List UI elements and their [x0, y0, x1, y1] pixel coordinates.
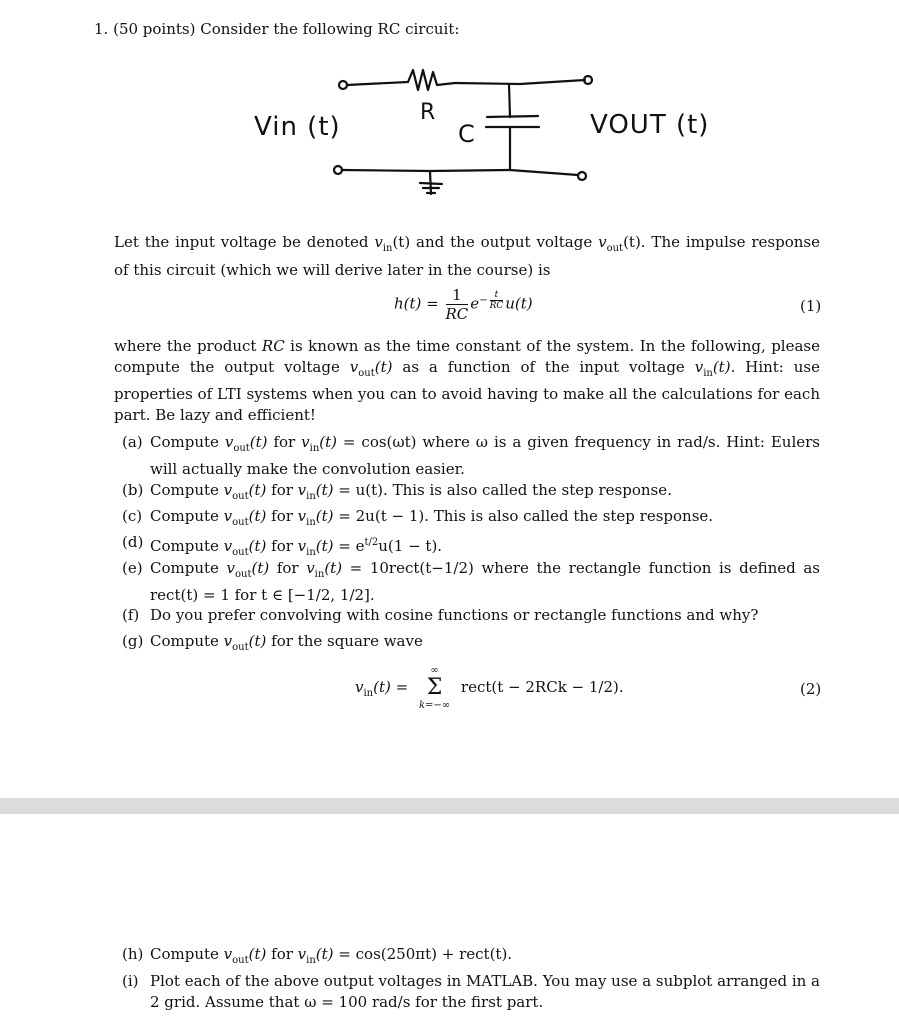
item-g: Compute $v_{out}(t)$ for the square wave	[150, 632, 423, 653]
item-f: Do you prefer convolving with cosine functions or rectangle functions and why?	[150, 606, 759, 624]
vin-label: Vin (t)	[254, 112, 341, 142]
equation-1: h(t) = $\frac{1}{RC}$ $e^{- \frac{t}{RC}}$ u(t)	[394, 286, 533, 323]
item-a: Compute $v_{out}(t)$ for $v_{in}(t) = \cos(\omega t)$ where ω is a given frequency in rad/s. Hint: Eulers will actually make the convolution easier.	[150, 433, 820, 478]
item-f-label: (f)	[122, 606, 140, 624]
input-terminal-top	[339, 81, 347, 89]
equation-2: $v_{in}(t)$ = ∞ Σ k=−∞ rect(t − 2RCk − 1/2).	[355, 665, 624, 711]
top-wire	[455, 80, 585, 84]
resistor-label: R	[420, 100, 437, 125]
rc-circuit-diagram	[0, 0, 899, 230]
item-b: Compute $v_{out}(t)$ for $v_{in}(t) = u(t)$. This is also called the step response.	[150, 481, 672, 502]
capacitor-lead-top	[509, 84, 510, 117]
item-h-label: (h)	[122, 945, 144, 963]
item-i: Plot each of the above output voltages in MATLAB. You may use a subplot arranged in a 2 grid. Assume that ω = 100 rad/s for the first part.	[150, 972, 820, 1011]
bottom-wire	[342, 170, 578, 175]
input-terminal-bottom	[334, 166, 342, 174]
resistor-zigzag	[347, 70, 455, 90]
equation-1-number: (1)	[800, 297, 822, 315]
item-b-label: (b)	[122, 481, 144, 499]
vout-label: VOUT (t)	[590, 110, 710, 140]
item-d-label: (d)	[122, 533, 144, 551]
item-c: Compute $v_{out}(t)$ for $v_{in}(t) = 2u(t - 1)$. This is also called the step response.	[150, 507, 714, 528]
item-g-label: (g)	[122, 632, 144, 650]
item-d: Compute $v_{out}(t)$ for $v_{in}(t) = e^{t/2}u(1 - t)$.	[150, 537, 443, 558]
output-terminal-bottom	[578, 172, 586, 180]
capacitor-plate-top	[487, 116, 538, 117]
intro-paragraph: Let the input voltage be denoted $v_{in}(t)$ and the output voltage $v_{out}(t)$. The impulse response of this circuit (which we will derive later in the course) is	[114, 233, 820, 279]
item-i-label: (i)	[122, 972, 139, 990]
problem-heading: 1. (50 points) Consider the following RC circuit:	[94, 20, 460, 38]
capacitor-label: C	[458, 120, 476, 148]
instructions-paragraph: where the product RC is known as the time constant of the system. In the following, please compute the output voltage $v_{out}(t)$ as a function of the input voltage $v_{in}(t)$. Hint: use properties of LTI systems when you can to avoid having to make all the calculations for each part. Be lazy and efficient!	[114, 337, 820, 424]
item-e-label: (e)	[122, 559, 143, 577]
item-e: Compute $v_{out}(t)$ for $v_{in}(t)$ = 10rect(t−1/2) where the rectangle function is defined as rect(t) = 1 for t ∈ [−1/2, 1/2].	[150, 559, 820, 604]
item-a-label: (a)	[122, 433, 143, 451]
item-c-label: (c)	[122, 507, 143, 525]
page-2	[0, 814, 899, 1024]
equation-2-number: (2)	[800, 680, 822, 698]
item-h: Compute $v_{out}(t)$ for $v_{in}(t) = \cos(250\pi t)$ + rect(t).	[150, 945, 513, 966]
page-separator	[0, 798, 899, 814]
summation: ∞ Σ k=−∞	[418, 665, 451, 711]
